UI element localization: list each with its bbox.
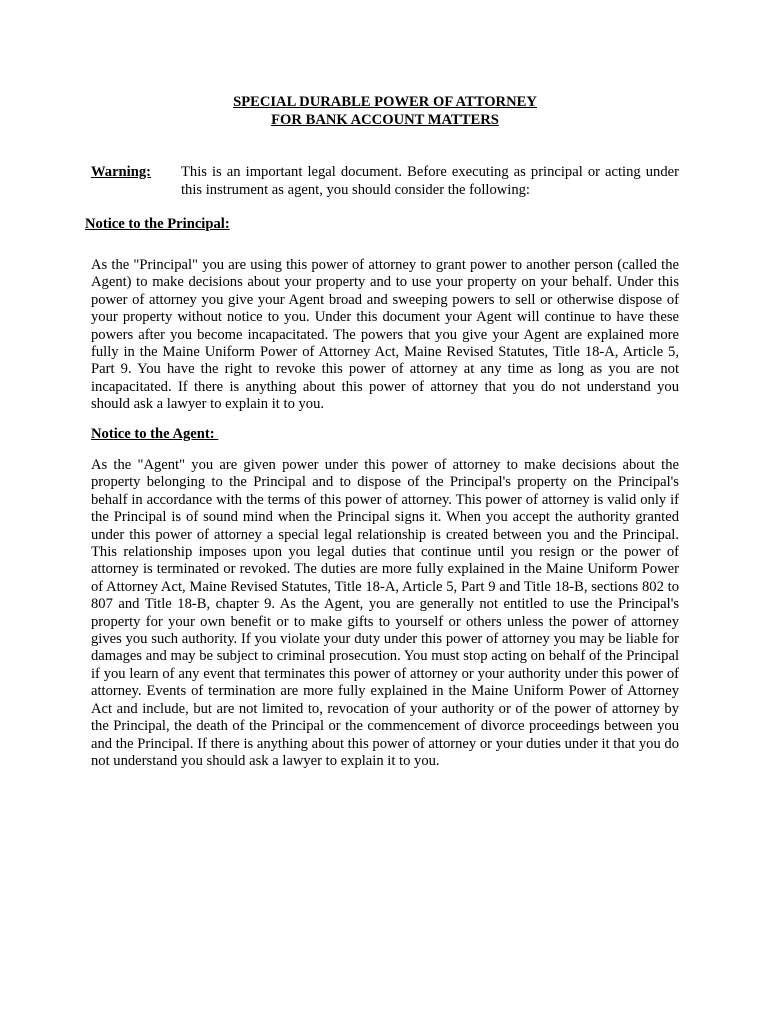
notice-agent-text: As the "Agent" you are given power under this power of attorney to make decisions about the property belonging to the Principal and to dispose of the Principal's property on the Principal's behalf in accordance with the terms of this power of attorney. This power of attorney is valid only if the Principal is of sound mind when the Principal signs it. When you accept the authority granted under this power of attorney a special legal relationship is created between you and the Principal. This relationship imposes upon you legal duties that continue until you resign or the power of attorney is terminated or revoked. The duties are more fully explained in the Maine Uniform Power of Attorney Act, Maine Revised Statutes, Title 18-A, Article 5, Part 9 and Title 18-B, sections 802 to 807 and Title 18-B, chapter 9. As the Agent, you are generally not entitled to use the Principal's property for your own benefit or to make gifts to yourself or others unless the power of attorney gives you such authority. If you violate your duty under this power of attorney you may be liable for damages and may be subject to criminal prosecution. You must stop acting on behalf of the Principal if you learn of any event that terminates this power of attorney or your authority under this power of attorney. Events of termination are more fully explained in the Maine Uniform Power of Attorney Act and include, but are not limited to, revocation of your authority or of the power of attorney by the Principal, the death of the Principal or the commencement of divorce proceedings between you and the Principal. If there is anything about this power of attorney or your duties under it that you do not understand you should ask a lawyer to explain it to you. [91,457,679,769]
document-title-line-1: SPECIAL DURABLE POWER OF ATTORNEY [233,94,537,110]
notice-principal-text: As the "Principal" you are using this power of attorney to grant power to another person (called the Agent) to make decisions about your property and to use your property on your behalf. Under this power of attorney you give your Agent broad and sweeping powers to sell or otherwise dispose of your property without notice to you. Under this document your Agent will continue to have these powers after you become incapacitated. The powers that you give your Agent are explained more fully in the Maine Uniform Power of Attorney Act, Maine Revised Statutes, Title 18-A, Article 5, Part 9. You have the right to revoke this power of attorney at any time as long as you are not incapacitated. If there is anything about this power of attorney that you do not understand you should ask a lawyer to explain it to you. [91,257,679,413]
document-title-line-2: FOR BANK ACCOUNT MATTERS [271,111,499,128]
notice-principal-heading: Notice to the Principal: [85,216,230,232]
warning-label: Warning: [91,164,152,180]
notice-agent-heading: Notice to the Agent: [91,426,219,442]
warning-text: This is an important legal document. Before executing as principal or acting under this instrument as agent, you should consider the following: [181,164,679,198]
